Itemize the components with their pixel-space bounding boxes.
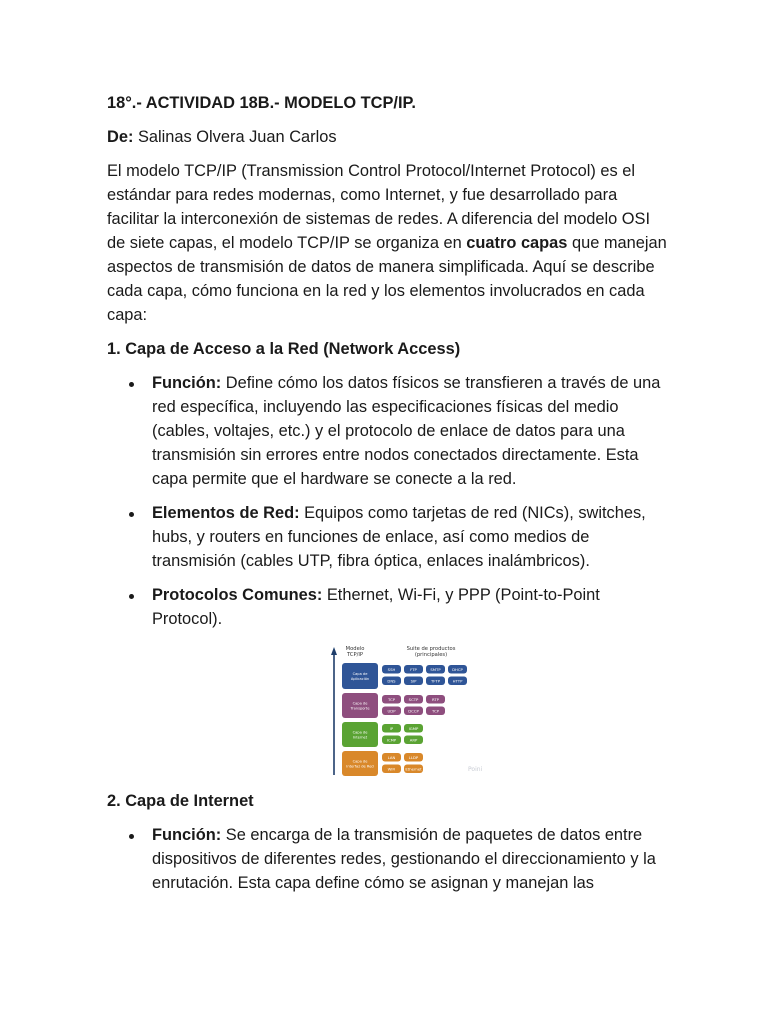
protocol-label: TCP bbox=[387, 697, 396, 702]
bullet-label: Protocolos Comunes: bbox=[152, 586, 323, 604]
layer-label: Transporte bbox=[350, 706, 370, 711]
protocol-label: LLDP bbox=[408, 755, 419, 760]
layer-label: Capa de bbox=[352, 730, 368, 735]
watermark-text: Poini bbox=[468, 766, 483, 773]
protocol-label: IGMP bbox=[408, 726, 419, 731]
bullet-text: Equipos como tarjetas de red (NICs), switches, hubs, y routers en funciones de enlace, así como medios de transmisión (cables UTP, fibra óptica, enlaces inalámbricos). bbox=[152, 504, 646, 570]
protocol-label: ARP bbox=[409, 737, 418, 743]
layer-label: Internet bbox=[352, 735, 368, 740]
author-label: De: bbox=[107, 128, 134, 146]
protocol-label: UDP bbox=[387, 708, 396, 714]
layer-label: Capa de bbox=[352, 701, 368, 706]
list-item bbox=[107, 583, 667, 631]
section-heading-internet: 2. Capa de Internet bbox=[107, 792, 254, 810]
author-name: Salinas Olvera Juan Carlos bbox=[133, 128, 337, 146]
document-content bbox=[107, 91, 667, 905]
bullet-text: Se encarga de la transmisión de paquetes de datos entre dispositivos de diferentes redes, gestionando el direccionamiento y la enrutación. Esta capa define cómo se asignan y manejan las bbox=[152, 826, 656, 892]
bullet-text: Define cómo los datos físicos se transfieren a través de una red específica, incluyendo las especificaciones físicas del medio (cables, voltajes, etc.) y el protocolo de enlace de datos para una transmisión sin errores entre nodos conectados directamente. Esta capa permite que el hardware se conecte a la red. bbox=[152, 374, 661, 488]
tcpip-model-figure bbox=[328, 641, 498, 777]
tcpip-diagram bbox=[328, 641, 498, 777]
protocol-label: SIP bbox=[410, 678, 417, 684]
bullet-label: Elementos de Red: bbox=[152, 504, 300, 522]
bullet-text: Ethernet, Wi-Fi, y PPP (Point-to-Point Protocol). bbox=[152, 586, 600, 628]
layer-interfaz bbox=[342, 751, 423, 776]
protocol-label: HTTP bbox=[452, 678, 463, 684]
layer-aplicacion bbox=[342, 663, 467, 689]
protocol-label: SMTP bbox=[430, 667, 441, 672]
layer-label: Interfaz de Red bbox=[346, 764, 374, 769]
intro-text-1: El modelo TCP/IP (Transmission Control Protocol/Internet Protocol) es el estándar para redes modernas, como Internet, y fue desarrollado para facilitar la interconexión de sistemas de redes. A diferencia del modelo OSI de siete capas, el modelo TCP/IP se organiza en bbox=[107, 162, 651, 252]
list-item bbox=[107, 823, 667, 895]
layers-group bbox=[342, 663, 467, 776]
layer-box-transporte bbox=[342, 693, 378, 718]
intro-bold: cuatro capas bbox=[466, 234, 568, 252]
list-item bbox=[107, 371, 667, 491]
protocol-label: WiFi bbox=[387, 766, 396, 772]
protocol-label: DNS bbox=[387, 678, 396, 684]
layer-box-interfaz bbox=[342, 751, 378, 776]
bullet-label: Función: bbox=[152, 826, 222, 844]
protocol-label: LAN bbox=[387, 755, 396, 760]
layer-internet bbox=[342, 722, 423, 747]
bullet-label: Función: bbox=[152, 374, 222, 392]
list-item bbox=[107, 501, 667, 573]
document-title: 18°.- ACTIVIDAD 18B.- MODELO TCP/IP. bbox=[107, 94, 416, 112]
layer-arrow-head bbox=[331, 647, 337, 655]
bullet-list-network-access bbox=[107, 371, 667, 631]
protocol-label: ICMP bbox=[386, 737, 397, 743]
layer-box-internet bbox=[342, 722, 378, 747]
header-left-line-2: TCP/IP bbox=[346, 652, 364, 658]
protocol-label: IP bbox=[389, 726, 394, 731]
layer-transporte bbox=[342, 693, 445, 718]
protocol-label: SCTP bbox=[408, 697, 419, 702]
protocol-label: DCCP bbox=[408, 708, 419, 714]
layer-box-aplicacion bbox=[342, 663, 378, 689]
intro-text-2: que manejan aspectos de transmisión de datos de manera simplificada. Aquí se describe cada capa, cómo funciona en la red y los elementos involucrados en cada capa: bbox=[107, 234, 667, 324]
protocol-label: RTP bbox=[432, 697, 439, 702]
protocol-label: Ethernet bbox=[405, 766, 422, 772]
protocol-label: TFTP bbox=[430, 678, 441, 684]
protocol-label: SSH bbox=[387, 667, 396, 672]
protocol-label: DHCP bbox=[452, 667, 463, 672]
bullet-list-internet bbox=[107, 823, 667, 895]
protocol-label: FTP bbox=[410, 667, 417, 672]
header-right-line-2: (principales) bbox=[414, 652, 448, 658]
section-heading-network-access: 1. Capa de Acceso a la Red (Network Access) bbox=[107, 340, 461, 358]
header-left-line-1: Modelo bbox=[345, 646, 365, 652]
author-line bbox=[107, 125, 667, 149]
protocol-label: TCP bbox=[431, 708, 440, 714]
intro-paragraph bbox=[107, 159, 667, 327]
layer-label: Capa de bbox=[352, 672, 368, 676]
header-right-line-1: Suite de productos bbox=[406, 646, 456, 652]
layer-label: Capa de bbox=[352, 759, 368, 764]
layer-label: Aplicación bbox=[350, 677, 370, 681]
